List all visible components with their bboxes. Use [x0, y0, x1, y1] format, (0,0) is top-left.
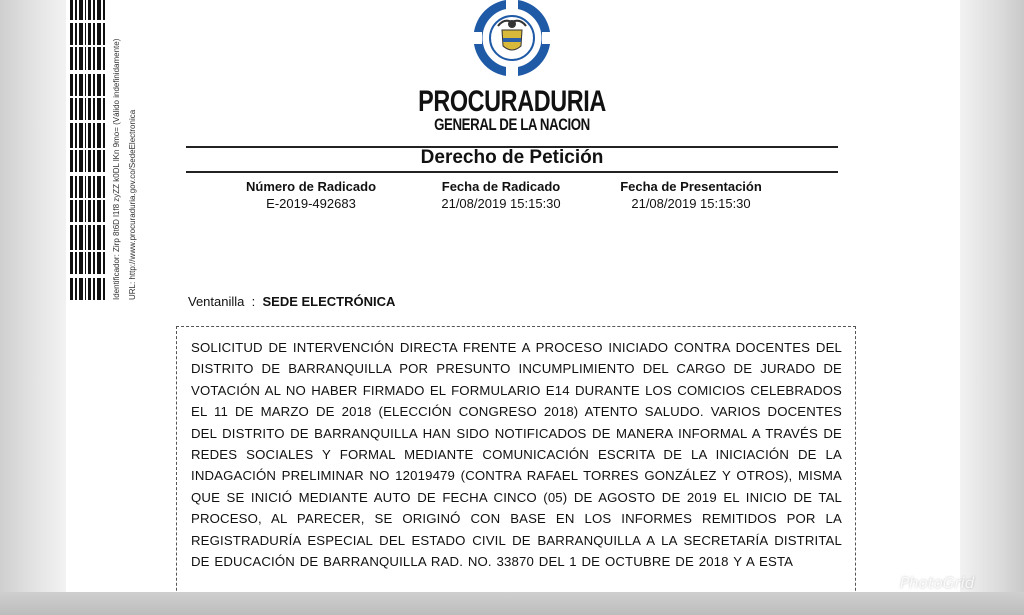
photo-background-left — [0, 0, 66, 615]
meta-value: 21/08/2019 15:15:30 — [441, 196, 561, 211]
petition-body-text: SOLICITUD DE INTERVENCIÓN DIRECTA FRENTE A PROCESO INICIADO CONTRA DOCENTES DEL DISTRITO DE BARRANQUILLA POR PRESUNTO INCUMPLIMIENTO DEL CARGO DE JURADO DE VOTACIÓN AL NO HABER FIRMADO EL FORMULARIO E14 DURANTE LOS COMICIOS CELEBRADOS EL 11 DE MARZO DE 2018 (ELECCIÓN CONGRESO 2018) ATENTO SALUDO. VARIOS DOCENTES DEL DISTRITO DE BARRANQUILLA HAN SIDO NOTIFICADOS DE MANERA INFORMAL A TRAVÉS DE REDES SOCIALES Y FORMAL MEDIANTE COMUNICACIÓN ESCRITA DE LA INICIACIÓN DE LA INDAGACIÓN PRELIMINAR NO 12019479 (CONTRA RAFAEL TORRES GONZÁLEZ Y OTROS), MISMA QUE SE INICIÓ MEDIANTE AUTO DE FECHA CINCO (05) DE AGOSTO DE 2019 EL INICIO DE TAL PROCESO, AL PARECER, SE ORIGINÓ CON BASE EN LOS INFORMES REMITIDOS POR LA REGISTRADURÍA ESPECIAL DEL ESTADO CIVIL DE BARRANQUILLA A LA SECRETARÍA DISTRITAL DE EDUCACIÓN DE BARRANQUILLA RAD. NO. 33870 DEL 1 DE OCTUBRE DE 2018 Y A ESTA — [191, 340, 842, 570]
photo-background-right — [960, 0, 1024, 615]
photo-background-bottom — [0, 592, 1024, 615]
sede-electronica-url: URL: http://www.procuraduria.gov.co/SedeElectronica — [128, 109, 137, 300]
petition-body-box — [176, 326, 856, 592]
meta-value: E-2019-492683 — [266, 196, 356, 211]
presentation-date — [596, 178, 786, 212]
document-title: Derecho de Petición — [420, 147, 604, 168]
radicado-number — [221, 178, 401, 212]
ventanilla-value: SEDE ELECTRÓNICA — [262, 294, 396, 309]
document-identifier-text: Identificador: Zirp 8t6D l1f8 zyZZ k0DL lKn 9mo= (Válido indefinidamente) — [112, 38, 121, 300]
meta-label: Fecha de Radicado — [441, 179, 561, 194]
meta-value: 21/08/2019 15:15:30 — [631, 196, 751, 211]
radicado-date — [411, 178, 591, 212]
organization-name-line2: GENERAL DE LA NACION — [434, 115, 590, 134]
title-rule-bottom — [186, 171, 838, 173]
procuraduria-logo — [442, 0, 582, 90]
ventanilla-line: Ventanilla : SEDE ELECTRÓNICA — [188, 294, 396, 309]
meta-label: Fecha de Presentación — [620, 179, 762, 194]
barcode-image — [68, 0, 108, 300]
document-page — [66, 0, 960, 592]
ventanilla-label: Ventanilla — [188, 294, 245, 309]
organization-name-line1: PROCURADURIA — [418, 85, 606, 118]
photogrid-watermark: PhotoGrid — [900, 574, 975, 592]
organization-name — [411, 85, 614, 134]
meta-label: Número de Radicado — [245, 179, 377, 194]
